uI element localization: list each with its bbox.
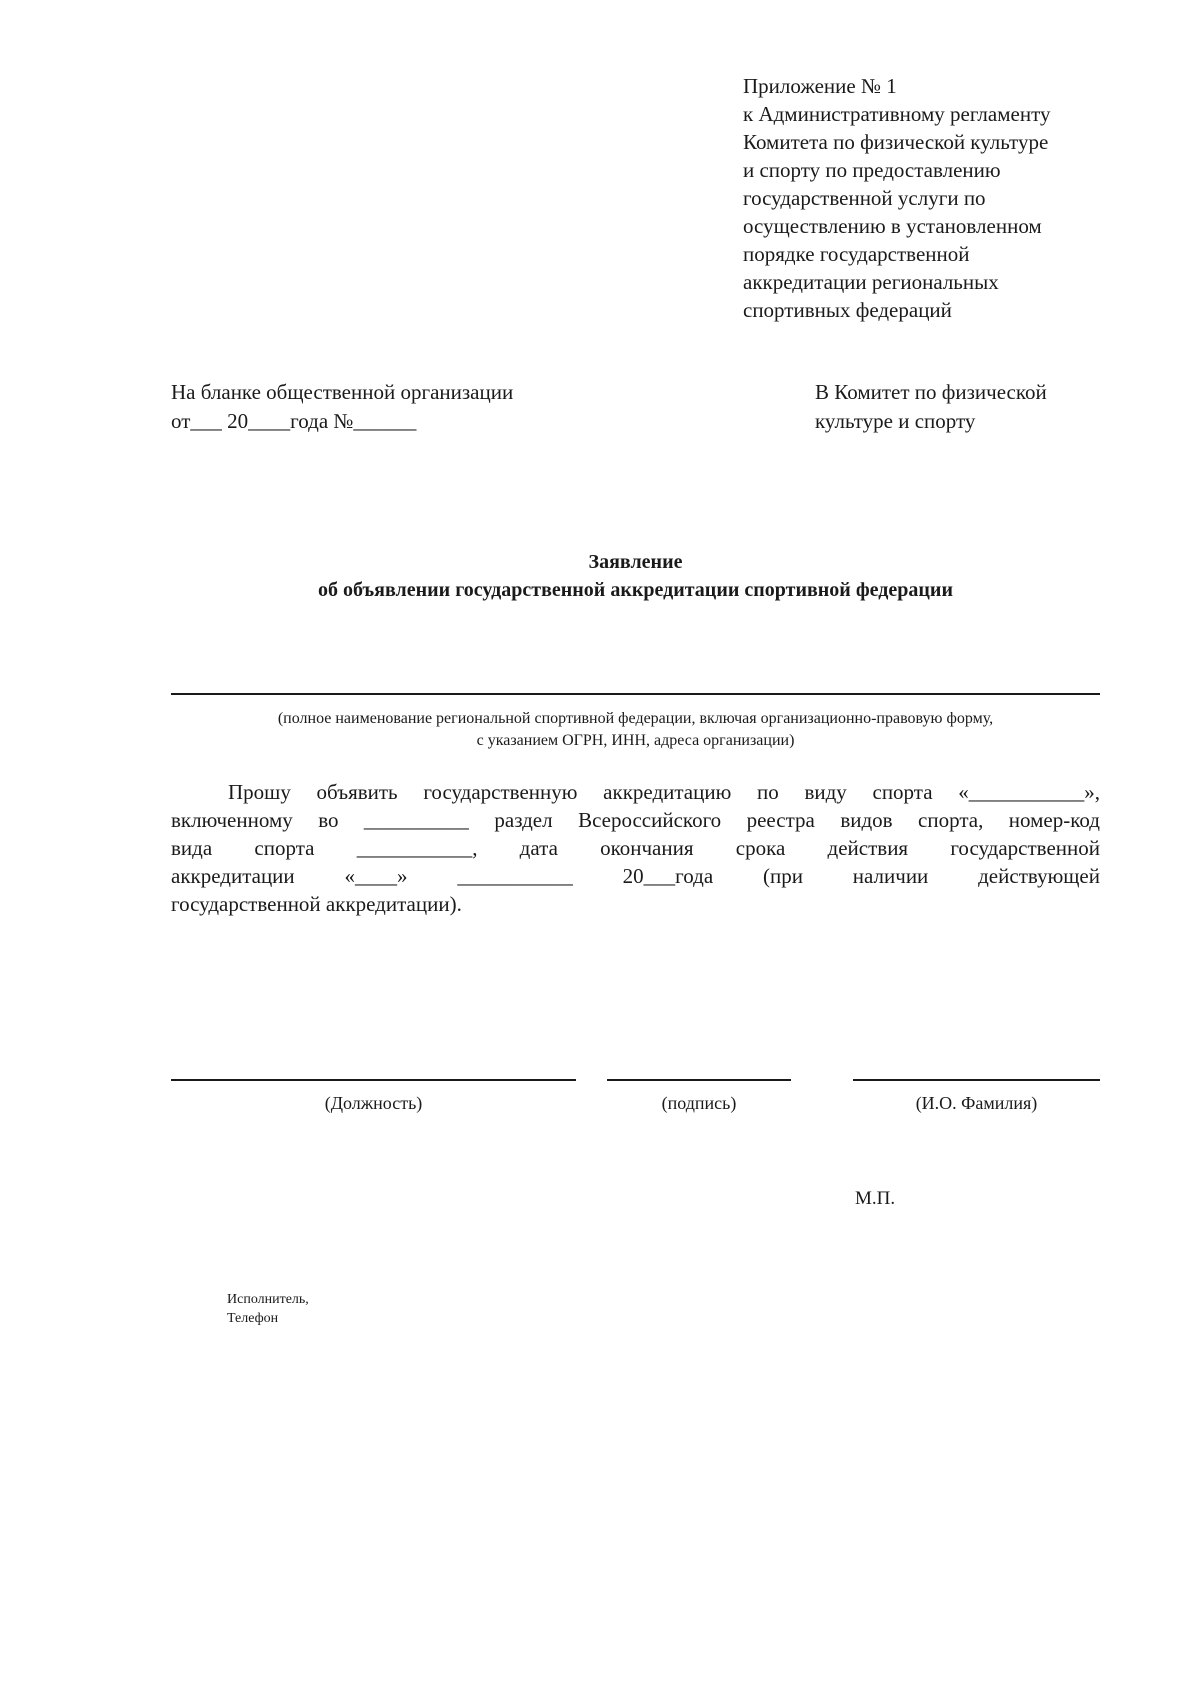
position-line [171,1079,576,1081]
sport-code-blank: ___________, [356,836,478,860]
appendix-line: спортивных федераций [743,298,952,322]
appendix-line: государственной услуги по [743,186,986,210]
body-word: номер-код [1008,808,1100,832]
document-subtitle: об объявлении государственной аккредитации спортивной федерации [318,579,953,601]
body-word: срока [735,836,786,860]
body-word: действующей [978,864,1100,888]
appendix-line: и спорту по предоставлению [743,158,1001,182]
body-word: государственной аккредитации). [171,892,462,916]
expiry-year-blank: 20___года [622,864,714,888]
body-word: видов [840,808,893,832]
body-word: окончания [600,836,694,860]
body-word: спорта, [918,808,984,832]
organization-name-line [171,693,1100,695]
body-word: реестра [746,808,815,832]
body-word: дата [519,836,558,860]
addressee [815,378,1047,436]
organization-caption-line: с указанием ОГРН, ИНН, адреса организации) [476,732,795,749]
signature-line [607,1079,791,1081]
body-line [171,834,1100,862]
body-word: Прошу [228,780,291,804]
organization-caption-line: (полное наименование региональной спортивной федерации, включая организационно-правовую форму, [277,710,994,727]
appendix-line: аккредитации региональных [743,270,999,294]
body-word: спорта [254,836,315,860]
body-word: включенному [171,808,293,832]
body-word: аккредитацию [603,780,732,804]
appendix-line: к Административному регламенту [743,102,1051,126]
appendix-line: порядке государственной [743,242,970,266]
addressee-line: культуре и спорту [815,409,976,433]
expiry-month-blank: ___________ [457,864,573,888]
body-word: государственной [950,836,1100,860]
body-line [171,778,1100,806]
full-name-label: (И.О. Фамилия) [915,1093,1038,1113]
body-word: виду [804,780,847,804]
appendix-line: Комитета по физической культуре [743,130,1049,154]
body-word: раздел [494,808,553,832]
document-title: Заявление [588,551,683,573]
appendix-line: Приложение № 1 [743,74,897,98]
addressee-line: В Комитет по физической [815,380,1047,404]
letterhead-note: На бланке общественной организации [171,380,514,404]
position-label: (Должность) [324,1093,423,1113]
letterhead [171,378,513,436]
signature-label: (подпись) [661,1093,737,1113]
body-word: во [318,808,339,832]
body-line [171,862,1100,890]
body-word: спорта [872,780,933,804]
body-word: Всероссийского [578,808,722,832]
body-word: государственную [423,780,578,804]
body-word: действия [827,836,909,860]
body-word: по [757,780,779,804]
expiry-day-blank: «____» [344,864,408,888]
appendix-reference [743,72,1163,324]
full-name-line [853,1079,1100,1081]
stamp-place: М.П. [855,1188,896,1209]
body-word: (при [762,864,803,888]
phone-label: Телефон [227,1311,279,1326]
body-word: аккредитации [171,864,295,888]
executor-label: Исполнитель, [227,1292,309,1307]
appendix-line: осуществлению в установленном [743,214,1042,238]
application-body [171,778,1100,918]
body-word: наличии [852,864,929,888]
registry-section-blank: __________ [363,808,469,832]
body-word: объявить [316,780,398,804]
letterhead-date-number: от___ 20____года №______ [171,409,417,433]
body-word: вида [171,836,213,860]
sport-type-blank: «___________», [958,780,1100,804]
body-line [171,806,1100,834]
body-line [171,890,1100,918]
